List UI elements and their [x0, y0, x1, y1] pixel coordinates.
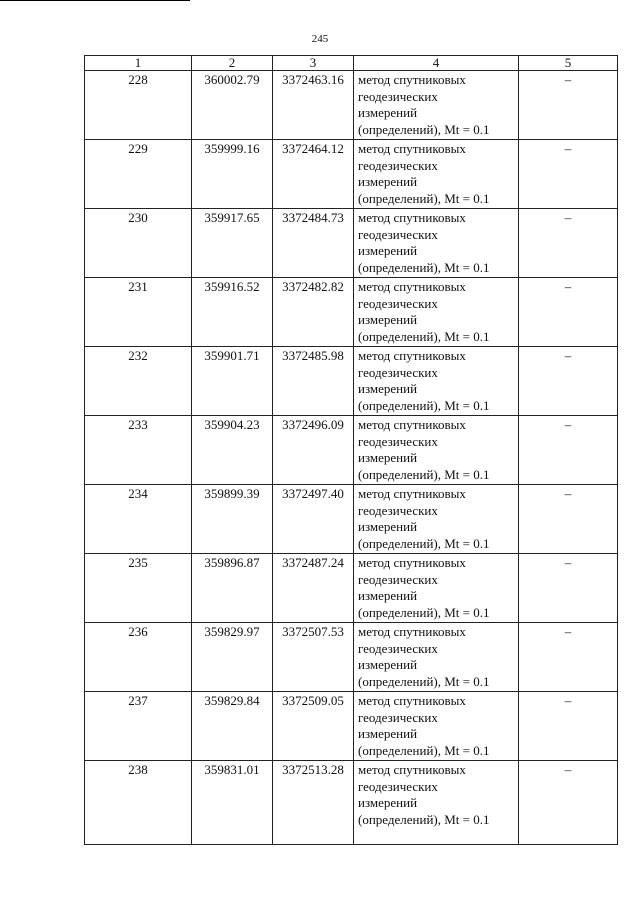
table-row	[85, 692, 618, 761]
method-text-line: (определений), Mt = 0.1	[358, 811, 490, 827]
method-text-line: метод спутниковых	[358, 279, 466, 294]
method-cell	[354, 692, 519, 761]
accuracy-dash-cell: –	[519, 554, 618, 623]
point-number-cell: 234	[85, 485, 192, 554]
point-number-cell: 236	[85, 623, 192, 692]
y-coordinate-cell: 3372487.24	[273, 554, 354, 623]
table-row	[85, 485, 618, 554]
table-row	[85, 278, 618, 347]
point-number-cell: 232	[85, 347, 192, 416]
method-text-line: (определений), Mt = 0.1	[358, 121, 490, 137]
method-text-line: (определений), Mt = 0.1	[358, 397, 490, 413]
method-text-line: измерений	[358, 588, 418, 603]
method-text-line: измерений	[358, 381, 418, 396]
y-coordinate-cell: 3372482.82	[273, 278, 354, 347]
method-text-line: измерений	[358, 726, 418, 741]
method-text-line: геодезических	[358, 295, 438, 311]
method-cell	[354, 485, 519, 554]
method-text-line: метод спутниковых	[358, 555, 466, 570]
method-text-line: (определений), Mt = 0.1	[358, 466, 490, 482]
x-coordinate-cell: 359916.52	[192, 278, 273, 347]
table-row	[85, 554, 618, 623]
method-text-line: геодезических	[358, 226, 438, 242]
point-number-cell: 233	[85, 416, 192, 485]
accuracy-dash-cell: –	[519, 692, 618, 761]
method-text-line: метод спутниковых	[358, 486, 466, 501]
x-coordinate-cell: 359896.87	[192, 554, 273, 623]
x-coordinate-cell: 359829.84	[192, 692, 273, 761]
column-header: 2	[192, 56, 273, 71]
method-cell	[354, 278, 519, 347]
accuracy-dash-cell: –	[519, 347, 618, 416]
y-coordinate-cell: 3372484.73	[273, 209, 354, 278]
method-text-line: измерений	[358, 450, 418, 465]
y-coordinate-cell: 3372485.98	[273, 347, 354, 416]
method-cell	[354, 347, 519, 416]
table-row	[85, 347, 618, 416]
method-text-line: измерений	[358, 657, 418, 672]
y-coordinate-cell: 3372464.12	[273, 140, 354, 209]
point-number-cell: 229	[85, 140, 192, 209]
method-cell	[354, 554, 519, 623]
top-rule	[0, 0, 190, 1]
point-number-cell: 237	[85, 692, 192, 761]
method-text-line: метод спутниковых	[358, 210, 466, 225]
method-text-line: измерений	[358, 312, 418, 327]
method-cell	[354, 140, 519, 209]
y-coordinate-cell: 3372496.09	[273, 416, 354, 485]
method-text-line: (определений), Mt = 0.1	[358, 328, 490, 344]
method-text-line: измерений	[358, 519, 418, 534]
accuracy-dash-cell: –	[519, 485, 618, 554]
method-text-line: геодезических	[358, 640, 438, 656]
method-text-line: (определений), Mt = 0.1	[358, 190, 490, 206]
x-coordinate-cell: 359999.16	[192, 140, 273, 209]
method-text-line: (определений), Mt = 0.1	[358, 604, 490, 620]
method-text-line: (определений), Mt = 0.1	[358, 535, 490, 551]
table-row	[85, 71, 618, 140]
accuracy-dash-cell: –	[519, 416, 618, 485]
method-text-line: измерений	[358, 174, 418, 189]
y-coordinate-cell: 3372513.28	[273, 761, 354, 845]
method-text-line: измерений	[358, 795, 418, 810]
method-text-line: (определений), Mt = 0.1	[358, 259, 490, 275]
x-coordinate-cell: 359899.39	[192, 485, 273, 554]
method-text-line: геодезических	[358, 709, 438, 725]
method-text-line: метод спутниковых	[358, 417, 466, 432]
method-cell	[354, 209, 519, 278]
coordinates-table	[84, 55, 618, 845]
method-cell	[354, 761, 519, 845]
method-text-line: метод спутниковых	[358, 348, 466, 363]
method-text-line: измерений	[358, 243, 418, 258]
column-header: 3	[273, 56, 354, 71]
point-number-cell: 235	[85, 554, 192, 623]
table-row	[85, 209, 618, 278]
method-text-line: (определений), Mt = 0.1	[358, 742, 490, 758]
accuracy-dash-cell: –	[519, 761, 618, 845]
method-cell	[354, 71, 519, 140]
y-coordinate-cell: 3372463.16	[273, 71, 354, 140]
accuracy-dash-cell: –	[519, 278, 618, 347]
accuracy-dash-cell: –	[519, 209, 618, 278]
x-coordinate-cell: 359901.71	[192, 347, 273, 416]
method-text-line: геодезических	[358, 157, 438, 173]
column-header: 1	[85, 56, 192, 71]
accuracy-dash-cell: –	[519, 71, 618, 140]
method-text-line: метод спутниковых	[358, 624, 466, 639]
method-text-line: геодезических	[358, 88, 438, 104]
column-header: 4	[354, 56, 519, 71]
table-body	[85, 71, 618, 845]
x-coordinate-cell: 360002.79	[192, 71, 273, 140]
y-coordinate-cell: 3372509.05	[273, 692, 354, 761]
method-text-line: (определений), Mt = 0.1	[358, 673, 490, 689]
x-coordinate-cell: 359917.65	[192, 209, 273, 278]
accuracy-dash-cell: –	[519, 623, 618, 692]
method-text-line: метод спутниковых	[358, 72, 466, 87]
method-cell	[354, 416, 519, 485]
y-coordinate-cell: 3372497.40	[273, 485, 354, 554]
x-coordinate-cell: 359831.01	[192, 761, 273, 845]
column-header: 5	[519, 56, 618, 71]
method-text-line: геодезических	[358, 571, 438, 587]
method-text-line: геодезических	[358, 778, 438, 794]
method-text-line: геодезических	[358, 502, 438, 518]
method-cell	[354, 623, 519, 692]
point-number-cell: 228	[85, 71, 192, 140]
x-coordinate-cell: 359829.97	[192, 623, 273, 692]
point-number-cell: 238	[85, 761, 192, 845]
method-text-line: метод спутниковых	[358, 762, 466, 777]
table-row	[85, 416, 618, 485]
table-header-row	[85, 56, 618, 71]
y-coordinate-cell: 3372507.53	[273, 623, 354, 692]
method-text-line: метод спутниковых	[358, 141, 466, 156]
method-text-line: геодезических	[358, 433, 438, 449]
table-row	[85, 623, 618, 692]
method-text-line: метод спутниковых	[358, 693, 466, 708]
accuracy-dash-cell: –	[519, 140, 618, 209]
point-number-cell: 230	[85, 209, 192, 278]
point-number-cell: 231	[85, 278, 192, 347]
table-row	[85, 761, 618, 845]
method-text-line: измерений	[358, 105, 418, 120]
page-number: 245	[311, 33, 329, 45]
table-row	[85, 140, 618, 209]
method-text-line: геодезических	[358, 364, 438, 380]
x-coordinate-cell: 359904.23	[192, 416, 273, 485]
